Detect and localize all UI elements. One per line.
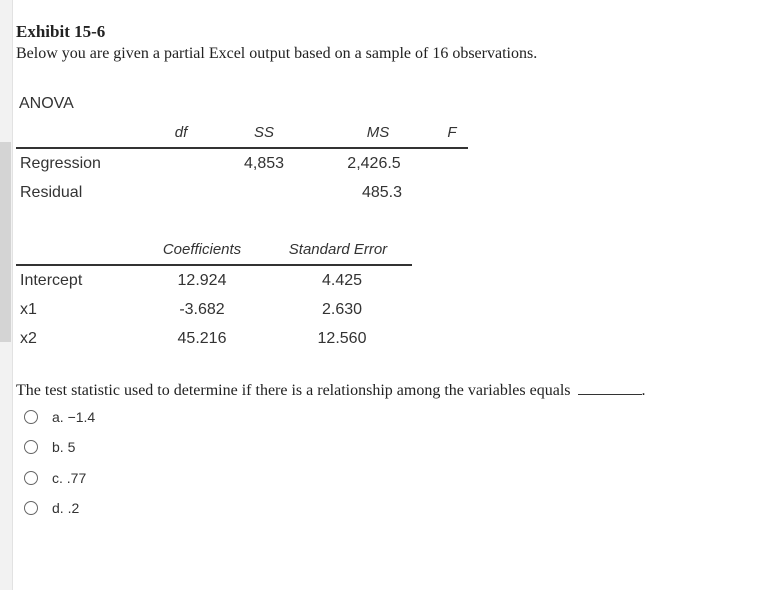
coef-row-label: Intercept bbox=[20, 272, 83, 289]
option-c-label: c. .77 bbox=[52, 470, 87, 486]
anova-row-ss: 4,853 bbox=[243, 155, 285, 172]
question-prompt: The test statistic used to determine if there is a relationship among the variables equals bbox=[16, 382, 571, 399]
scrollbar-thumb[interactable] bbox=[0, 142, 11, 342]
radio-button-a[interactable] bbox=[24, 410, 38, 424]
option-b-label: b. 5 bbox=[52, 439, 76, 455]
anova-header-df: df bbox=[174, 124, 188, 141]
coef-header-rule bbox=[16, 264, 412, 266]
coef-row-coef: -3.682 bbox=[179, 301, 225, 318]
anova-header-f: F bbox=[447, 124, 457, 141]
radio-button-c[interactable] bbox=[24, 471, 38, 485]
option-b[interactable] bbox=[24, 437, 75, 457]
radio-button-d[interactable] bbox=[24, 501, 38, 515]
radio-button-b[interactable] bbox=[24, 440, 38, 454]
answer-blank bbox=[578, 380, 642, 395]
option-a[interactable] bbox=[24, 407, 95, 427]
anova-row-ms: 2,426.5 bbox=[347, 155, 401, 172]
anova-row-ms: 485.3 bbox=[361, 184, 402, 201]
coef-header-coefficients: Coefficients bbox=[162, 241, 242, 258]
coef-row-label: x2 bbox=[20, 330, 37, 347]
coef-header-standard-error: Standard Error bbox=[288, 241, 388, 258]
coef-row-coef: 45.216 bbox=[177, 330, 227, 347]
question-end: . bbox=[641, 382, 646, 399]
coef-row-se: 2.630 bbox=[321, 301, 363, 318]
coef-row-coef: 12.924 bbox=[177, 272, 227, 289]
anova-header-rule bbox=[16, 147, 468, 149]
question-text bbox=[16, 380, 646, 400]
coef-row-label: x1 bbox=[20, 301, 37, 318]
coef-row-se: 4.425 bbox=[321, 272, 363, 289]
option-d[interactable] bbox=[24, 498, 79, 518]
option-c[interactable] bbox=[24, 468, 86, 488]
anova-header-ss: SS bbox=[253, 124, 274, 141]
option-d-label: d. .2 bbox=[52, 500, 80, 516]
anova-row-label: Residual bbox=[20, 184, 83, 201]
left-scroll-rail[interactable] bbox=[0, 0, 13, 590]
anova-header-ms: MS bbox=[366, 124, 390, 141]
question-content bbox=[16, 0, 784, 590]
exhibit-title: Exhibit 15-6 bbox=[16, 22, 106, 41]
anova-row-label: Regression bbox=[20, 155, 101, 172]
anova-label: ANOVA bbox=[19, 95, 74, 112]
coef-row-se: 12.560 bbox=[317, 330, 367, 347]
option-a-label: a. −1.4 bbox=[52, 409, 96, 425]
exhibit-intro: Below you are given a partial Excel output based on a sample of 16 observations. bbox=[16, 45, 538, 62]
